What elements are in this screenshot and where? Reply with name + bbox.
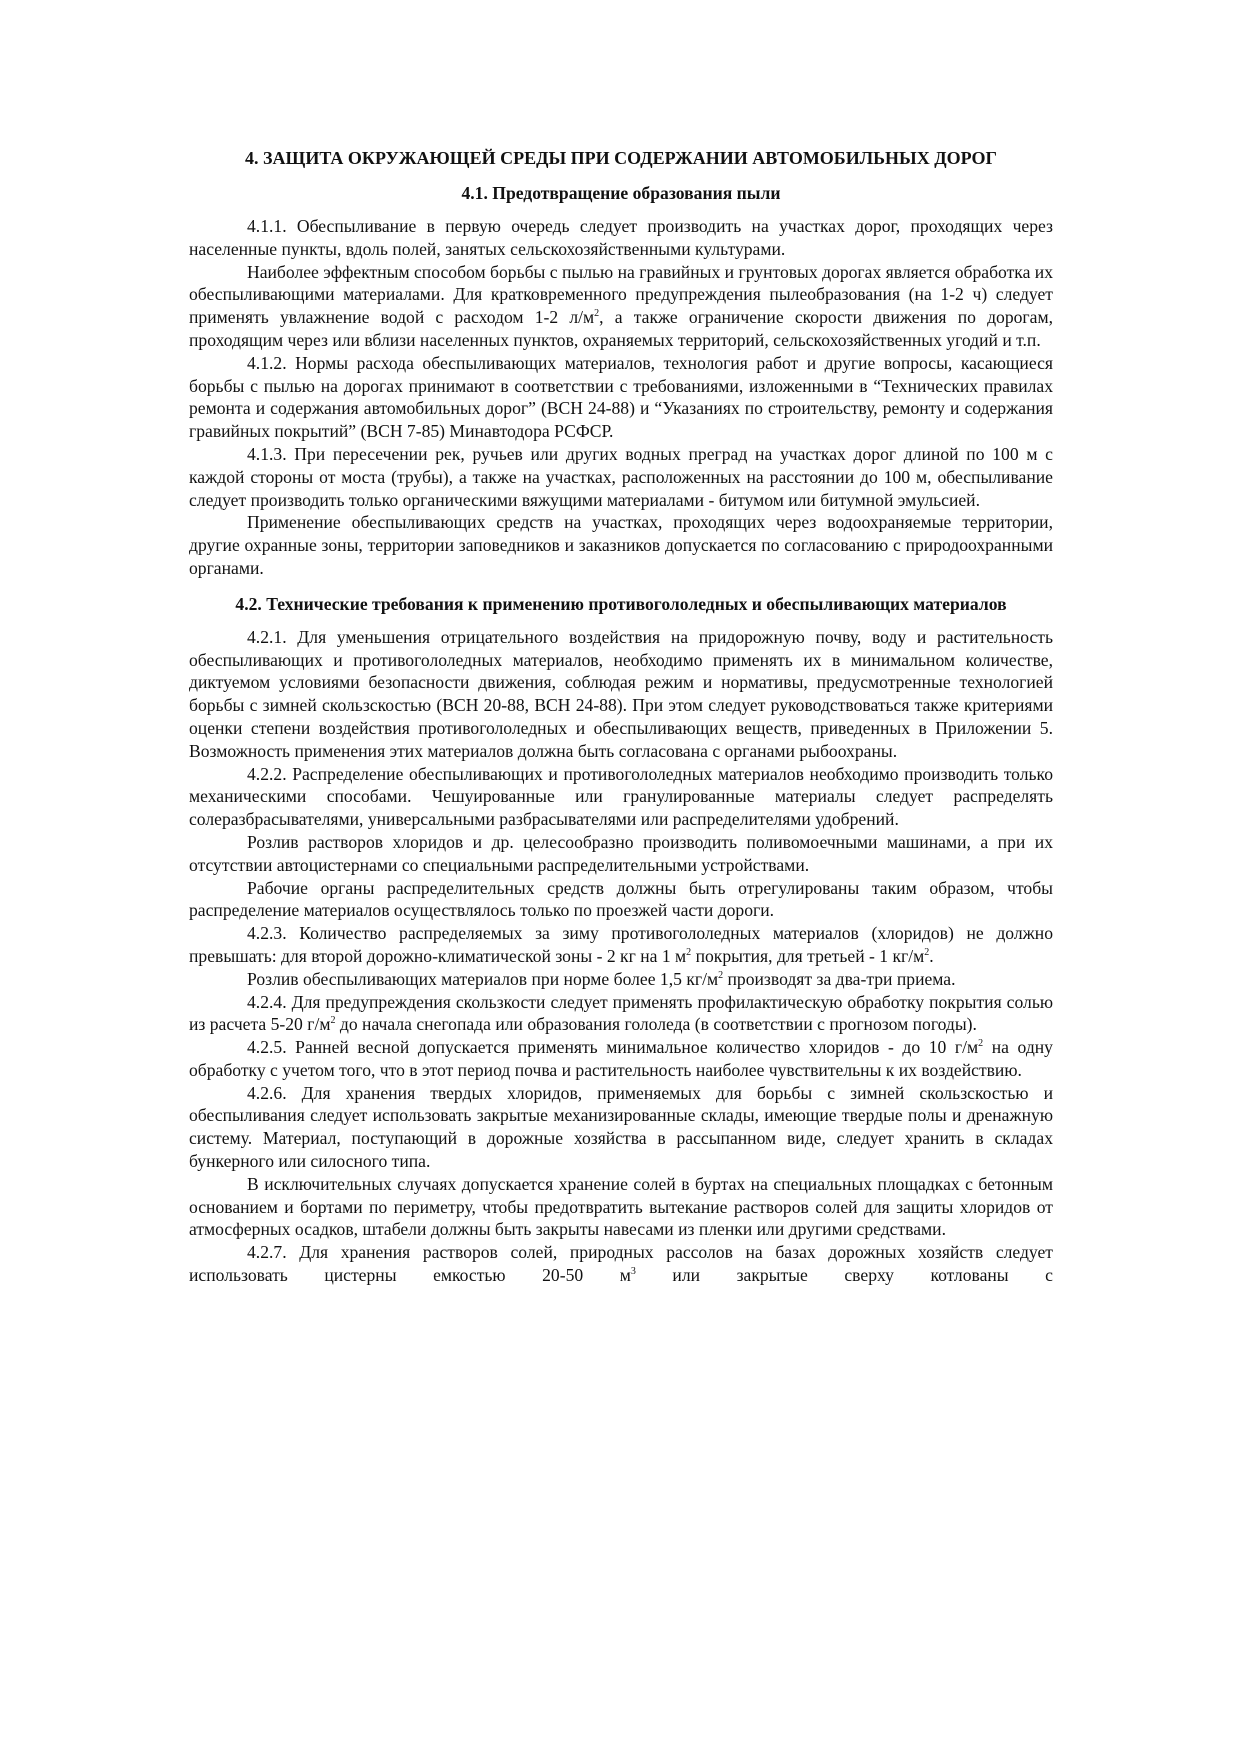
section-heading-4-1: 4.1. Предотвращение образования пыли <box>461 183 781 203</box>
paragraph-dust-spraying-rate <box>189 968 1053 991</box>
superscript: 3 <box>630 1266 636 1278</box>
paragraph-4-2-1: 4.2.1. Для уменьшения отрицательного воздействия на придорожную почву, воду и растительность обеспыливающих и противогололедных материалов, необходимо применять их в минимальном количестве, диктуемом условиями безопасности движения, соблюдая режим и нормативы, предусмотренные технологией борьбы с зимней скользскостью (ВСН 20-88, ВСН 24-88). При этом следует руководствоваться также критериями оценки степени воздействия противогололедных и обеспыливающих веществ, приведенных в Приложении 5. Возможность применения этих материалов должна быть согласована с органами рыбоохраны. <box>189 626 1053 761</box>
paragraph-protected-areas: Применение обеспыливающих средств на участках, проходящих через водоохраняемые территории, другие охранные зоны, территории заповедников и заказников допускается по согласованию с природоохранными органами. <box>189 512 1053 578</box>
text-run: , а также ограничение скорости движения по дорогам, проходящим через или вблизи населенных пунктов, охраняемых территорий, сельскохозяйственных угодий и т.п. <box>189 307 1053 350</box>
text-run: 4.2.4. Для предупреждения скользкости следует применять профилактическую обработку покрытия солью из расчета 5-20 г/м <box>189 991 1053 1035</box>
text-run: Наиболее эффектным способом борьбы с пылью на гравийных и грунтовых дорогах является обработка их обеспыливающими материалами. Для кратковременного предупреждения пылеобразования (на 1-2 ч) следует применять увлажнение водой с расходом 1-2 л/м <box>189 261 1053 328</box>
superscript: 2 <box>330 1015 336 1027</box>
text-run: 4.2.7. Для хранения растворов солей, природных рассолов на базах дорожных хозяйств следует использовать цистерны емкостью 20-50 м <box>189 1242 1053 1286</box>
superscript: 2 <box>978 1038 984 1050</box>
text-run: покрытия, для третьей - 1 кг/м <box>691 945 925 966</box>
text-run: . <box>929 945 934 966</box>
paragraph-4-1-1: 4.1.1. Обеспыливание в первую очередь следует производить на участках дорог, проходящих через населенные пункты, вдоль полей, занятых сельскохозяйственными культурами. <box>189 216 1053 259</box>
text-run: производят за два-три приема. <box>723 968 956 989</box>
paragraph-dust-method <box>189 261 1053 352</box>
superscript: 2 <box>594 308 600 320</box>
superscript: 2 <box>686 946 692 958</box>
paragraph-4-2-7 <box>189 1241 1053 1287</box>
paragraph-chloride-spraying: Розлив растворов хлоридов и др. целесообразно производить поливомоечными машинами, а при их отсутствии автоцистернами со специальными распределительными устройствами. <box>189 831 1053 875</box>
paragraph-4-1-3: 4.1.3. При пересечении рек, ручьев или других водных преград на участках дорог длиной по 100 м с каждой стороны от моста (трубы), а также на участках, расположенных на расстоянии до 100 м, обеспыливание следует производить только органическими вяжущими материалами - битумом или битумной эмульсией. <box>189 443 1053 510</box>
paragraph-4-2-3 <box>189 922 1053 968</box>
text-run: Розлив обеспыливающих материалов при норме более 1,5 кг/м <box>247 968 719 989</box>
superscript: 2 <box>924 946 930 958</box>
section-4-2-body <box>189 626 1053 1287</box>
text-run: 4.2.5. Ранней весной допускается применять минимальное количество хлоридов - до 10 г/м <box>247 1037 979 1058</box>
text-run: до начала снегопада или образования гололеда (в соответствии с прогнозом погоды). <box>335 1014 977 1035</box>
paragraph-4-2-2: 4.2.2. Распределение обеспыливающих и противогололедных материалов необходимо производить только механическими способами. Чешуированные или гранулированные материалы следует распределять солеразбрасывателями, универсальными разбрасывателями или распределителями удобрений. <box>189 763 1053 830</box>
paragraph-4-2-4 <box>189 991 1053 1037</box>
paragraph-4-1-2: 4.1.2. Нормы расхода обеспыливающих материалов, технология работ и другие вопросы, касающиеся борьбы с пылью на дорогах принимают в соответствии с требованиями, изложенными в “Технических правилах ремонта и содержания автомобильных дорог” (ВСН 24-88) и “Указаниях по строительству, ремонту и содержания гравийных покрытий” (ВСН 7-85) Минавтодора РСФСР. <box>189 352 1053 442</box>
superscript: 2 <box>718 969 724 981</box>
text-run: или закрытые сверху котлованы с <box>635 1265 1053 1286</box>
paragraph-distribution-adjustment: Рабочие органы распределительных средств должны быть отрегулированы таким образом, чтобы распределение материалов осуществлялось только по проезжей части дороги. <box>189 877 1053 921</box>
text-run: 4.2.3. Количество распределяемых за зиму противогололедных материалов (хлоридов) не должно превышать: для второй дорожно-климатической зоны - 2 кг на 1 м <box>189 923 1053 966</box>
paragraph-storage-exceptions: В исключительных случаях допускается хранение солей в буртах на специальных площадках с бетонным основанием и бортами по периметру, чтобы предотвратить вытекание растворов солей для защиты хлоридов от атмосферных осадков, штабели должны быть закрыты навесами из пленки или другими средствами. <box>189 1173 1053 1240</box>
section-heading-4-2: 4.2. Технические требования к применению противогололедных и обеспыливающих материалов <box>235 593 1007 614</box>
text-run: на одну обработку с учетом того, что в этот период почва и растительность наиболее чувствительны к их воздействию. <box>189 1037 1053 1080</box>
chapter-title: 4. ЗАЩИТА ОКРУЖАЮЩЕЙ СРЕДЫ ПРИ СОДЕРЖАНИИ АВТОМОБИЛЬНЫХ ДОРОГ <box>245 148 997 168</box>
section-4-1-body <box>189 215 1053 580</box>
paragraph-4-2-6: 4.2.6. Для хранения твердых хлоридов, применяемых для борьбы с зимней скользскостью и обеспыливания следует использовать закрытые механизированные склады, имеющие твердые полы и дренажную систему. Материал, поступающий в дорожные хозяйства в рассыпанном виде, следует хранить в складах бункерного или силосного типа. <box>189 1082 1053 1172</box>
document-page <box>189 148 1053 1287</box>
paragraph-4-2-5 <box>189 1036 1053 1082</box>
